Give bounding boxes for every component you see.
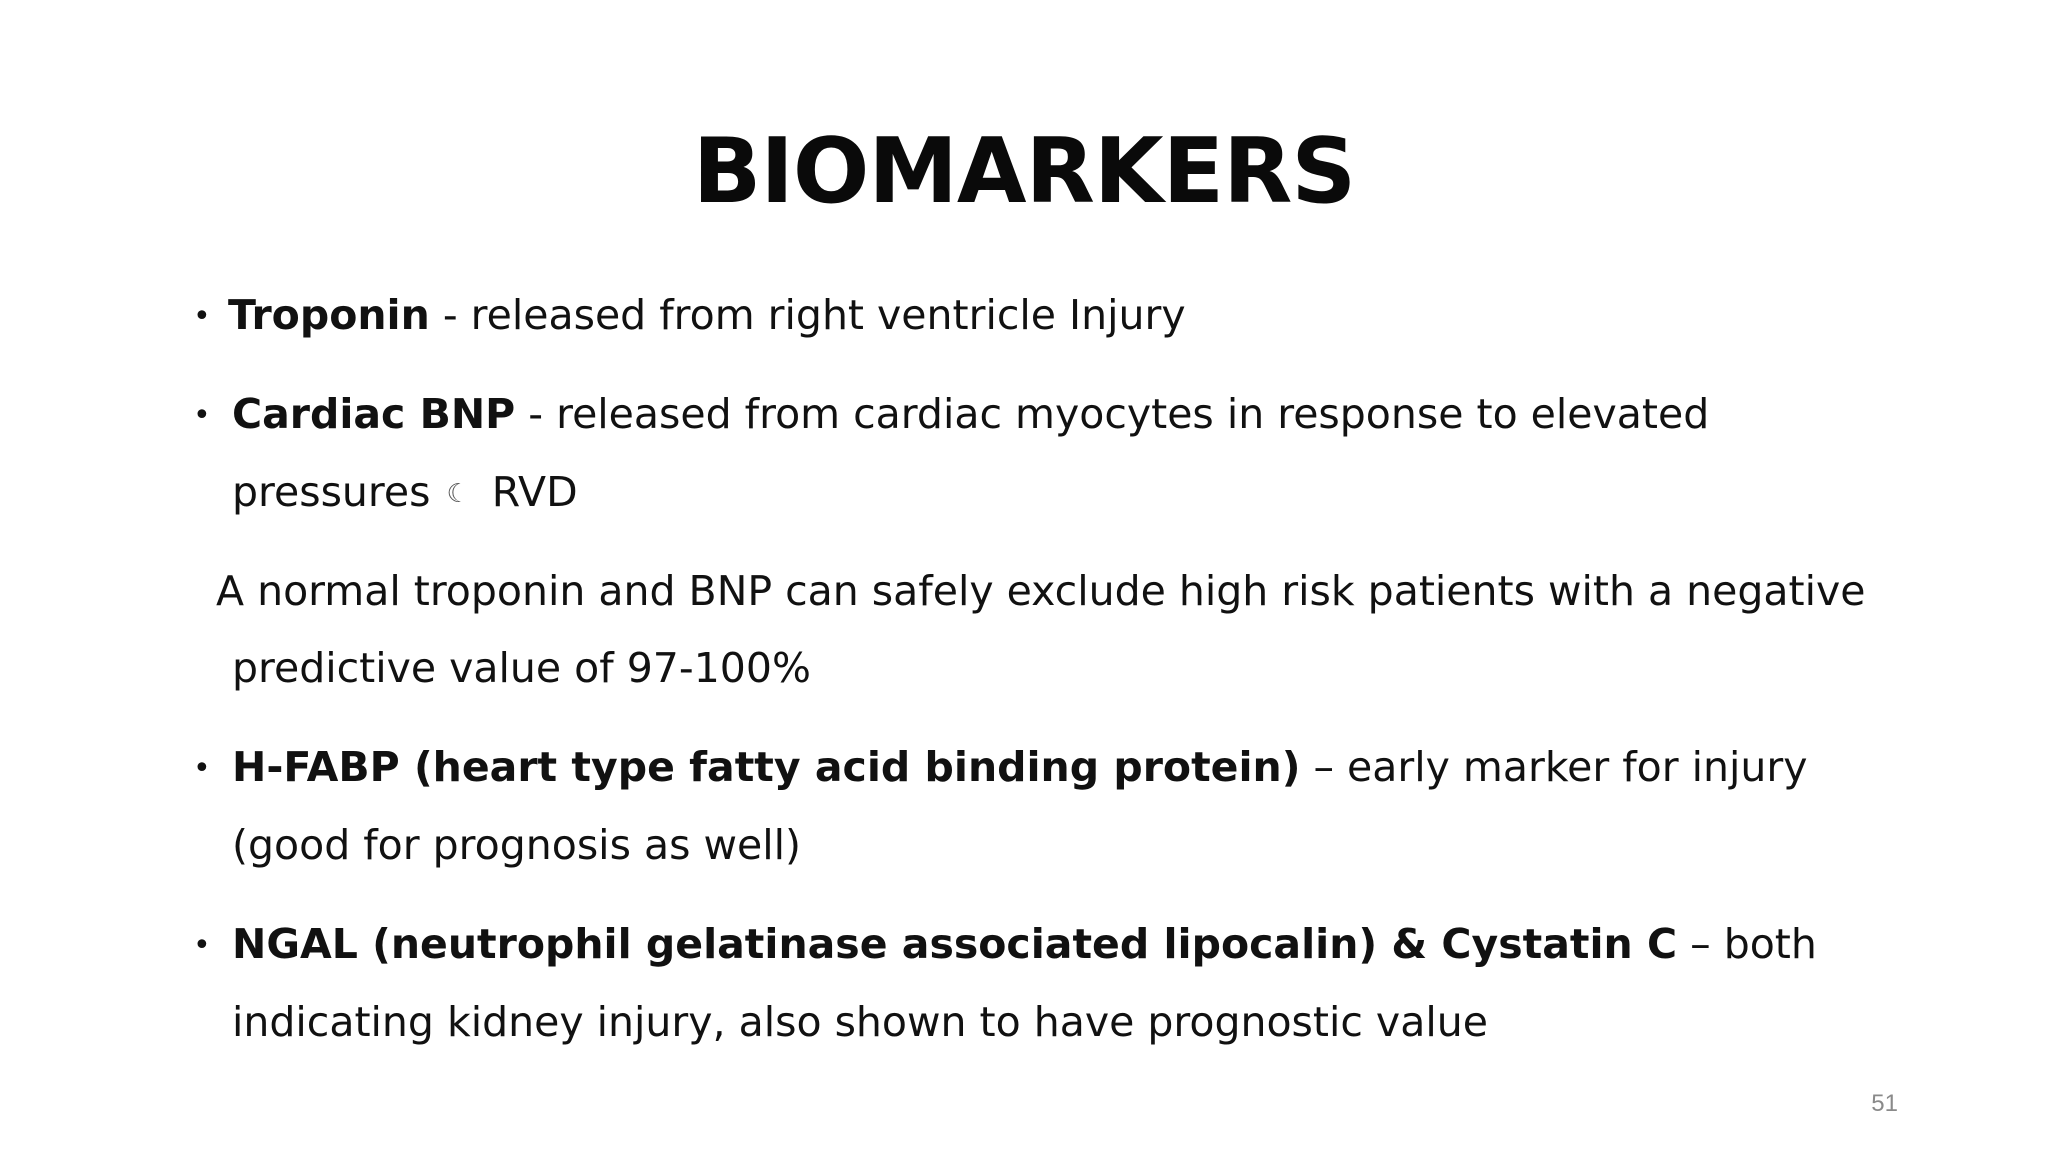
- page-number: 51: [1871, 1090, 1898, 1117]
- bullet-troponin: •: [193, 299, 211, 334]
- h-fabp-description: – early marker for injury: [1300, 743, 1808, 791]
- slide-title: BIOMARKERS: [692, 119, 1356, 224]
- bullet-h-fabp: •: [193, 751, 211, 786]
- cardiac-bnp-term: Cardiac BNP: [232, 390, 516, 438]
- bullet-cardiac-bnp: •: [193, 398, 211, 433]
- cardiac-bnp-description: - released from cardiac myocytes in response to elevated: [515, 390, 1710, 438]
- h-fabp-item: [232, 742, 1808, 792]
- ngal-term: NGAL (neutrophil gelatinase associated lipocalin) & Cystatin C: [232, 920, 1678, 968]
- ngal-item-line2: indicating kidney injury, also shown to have prognostic value: [232, 998, 1488, 1046]
- cardiac-bnp-item: [232, 389, 1709, 439]
- negative-predictive-paragraph: A normal troponin and BNP can safely exclude high risk patients with a negative: [216, 567, 1866, 615]
- negative-predictive-paragraph-line2: predictive value of 97-100%: [232, 644, 811, 692]
- cardiac-bnp-pressures: pressures: [232, 468, 431, 516]
- troponin-item: [228, 290, 1186, 340]
- troponin-description: - released from right ventricle Injury: [429, 291, 1186, 339]
- cardiac-bnp-item-line2: [232, 467, 578, 519]
- h-fabp-item-line2: (good for prognosis as well): [232, 821, 802, 869]
- troponin-term: Troponin: [228, 291, 430, 339]
- bullet-ngal: •: [193, 928, 211, 963]
- ngal-item: [232, 919, 1817, 969]
- cardiac-bnp-rvd: RVD: [491, 468, 578, 516]
- crescent-symbol-icon: ☾: [446, 479, 470, 509]
- ngal-description: – both: [1677, 920, 1817, 968]
- h-fabp-term: H-FABP (heart type fatty acid binding protein): [232, 743, 1301, 791]
